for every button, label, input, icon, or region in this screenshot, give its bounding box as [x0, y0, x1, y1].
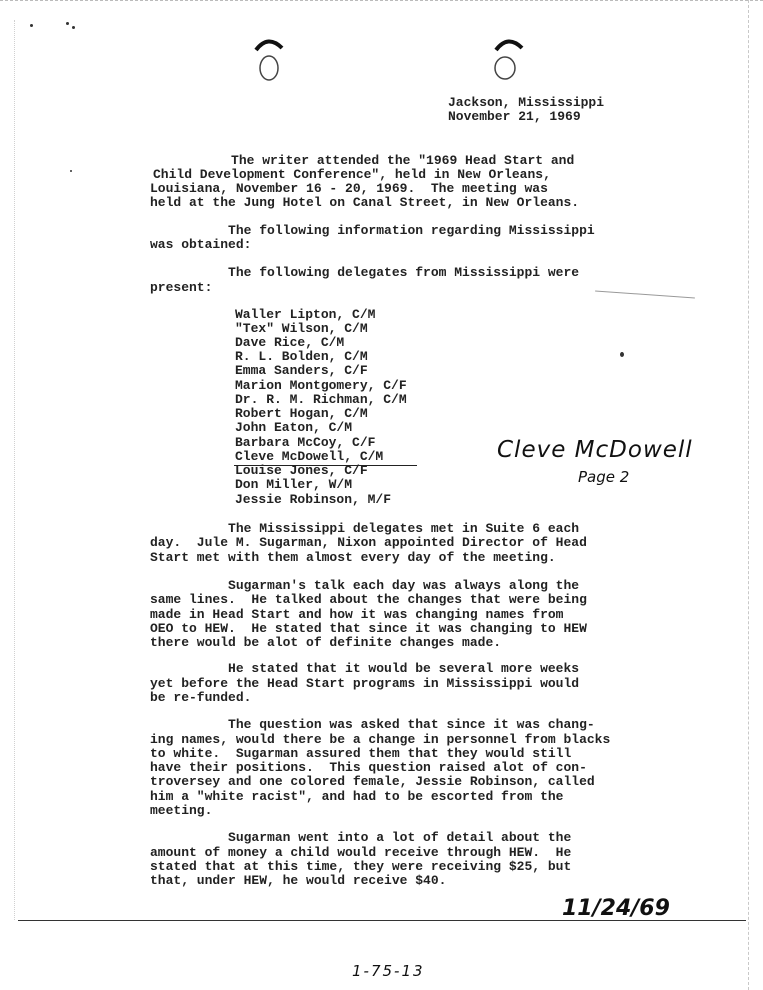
text-line: meeting. — [150, 803, 213, 818]
text-line: The Mississippi delegates met in Suite 6 each — [150, 521, 580, 536]
text-line: day. Jule M. Sugarman, Nixon appointed Director of Head — [150, 535, 587, 550]
text-line: held at the Jung Hotel on Canal Street, in New Orleans. — [150, 195, 580, 210]
handwritten-page: Page 2 — [578, 468, 630, 486]
text-line: Louisiana, November 16 - 20, 1969. The meeting was — [150, 181, 548, 196]
list-item: Waller Lipton, C/M — [235, 307, 376, 322]
list-item: Dave Rice, C/M — [235, 335, 345, 350]
page-border-top — [0, 0, 763, 1]
pencil-stroke — [595, 291, 695, 299]
text-line: Child Development Conference", held in New Orleans, — [153, 167, 551, 182]
scan-speck — [620, 352, 624, 357]
punch-hole-left-icon — [250, 30, 290, 85]
text-line: yet before the Head Start programs in Mississippi would — [150, 676, 580, 691]
list-item: Cleve McDowell, C/M — [235, 449, 384, 464]
text-line: The writer attended the "1969 Head Start and — [153, 153, 575, 168]
punch-hole-right-icon — [490, 30, 530, 85]
list-item: John Eaton, C/M — [235, 420, 353, 435]
scan-speck — [72, 26, 75, 29]
text-line: ing names, would there be a change in personnel from blacks — [150, 732, 611, 747]
text-line: was obtained: — [150, 237, 252, 252]
handwritten-underline — [234, 465, 417, 466]
header-location: Jackson, Mississippi — [448, 95, 605, 110]
text-line: The following information regarding Mississippi — [150, 223, 595, 238]
text-line: there would be alot of definite changes made. — [150, 635, 502, 650]
page-border-right — [748, 0, 749, 990]
text-line: present: — [150, 280, 213, 295]
handwritten-name: Cleve McDowell — [497, 437, 693, 463]
list-item: Robert Hogan, C/M — [235, 406, 368, 421]
text-line: troversey and one colored female, Jessie Robinson, called — [150, 774, 595, 789]
page-divider — [18, 920, 746, 921]
text-line: that, under HEW, he would receive $40. — [150, 873, 447, 888]
list-item: Jessie Robinson, M/F — [235, 492, 392, 507]
list-item: Don Miller, W/M — [235, 477, 353, 492]
text-line: stated that at this time, they were receiving $25, but — [150, 859, 572, 874]
list-item: Barbara McCoy, C/F — [235, 435, 376, 450]
text-line: made in Head Start and how it was changing names from — [150, 607, 564, 622]
scan-speck — [30, 24, 33, 27]
text-line: The following delegates from Mississippi were — [150, 265, 580, 280]
text-line: Sugarman's talk each day was always along the — [150, 578, 580, 593]
list-item: Louise Jones, C/F — [235, 463, 368, 478]
text-line: have their positions. This question raised alot of con- — [150, 760, 587, 775]
list-item: Marion Montgomery, C/F — [235, 378, 407, 393]
list-item: R. L. Bolden, C/M — [235, 349, 368, 364]
list-item: Dr. R. M. Richman, C/M — [235, 392, 407, 407]
handwritten-date: 11/24/69 — [562, 896, 670, 921]
text-line: Start met with them almost every day of the meeting. — [150, 550, 556, 565]
text-line: him a "white racist", and had to be escorted from the — [150, 789, 564, 804]
scan-speck — [66, 22, 69, 25]
text-line: to white. Sugarman assured them that they would still — [150, 746, 572, 761]
text-line: Sugarman went into a lot of detail about the — [150, 830, 572, 845]
list-item: "Tex" Wilson, C/M — [235, 321, 368, 336]
text-line: be re-funded. — [150, 690, 252, 705]
file-number: 1-75-13 — [352, 962, 425, 980]
list-item: Emma Sanders, C/F — [235, 363, 368, 378]
page-border-left — [14, 20, 15, 920]
text-line: amount of money a child would receive through HEW. He — [150, 845, 572, 860]
text-line: same lines. He talked about the changes that were being — [150, 592, 587, 607]
header-date: November 21, 1969 — [448, 109, 581, 124]
text-line: He stated that it would be several more weeks — [150, 661, 580, 676]
text-line: The question was asked that since it was chang- — [150, 717, 595, 732]
scan-speck — [70, 170, 72, 172]
text-line: OEO to HEW. He stated that since it was changing to HEW — [150, 621, 587, 636]
